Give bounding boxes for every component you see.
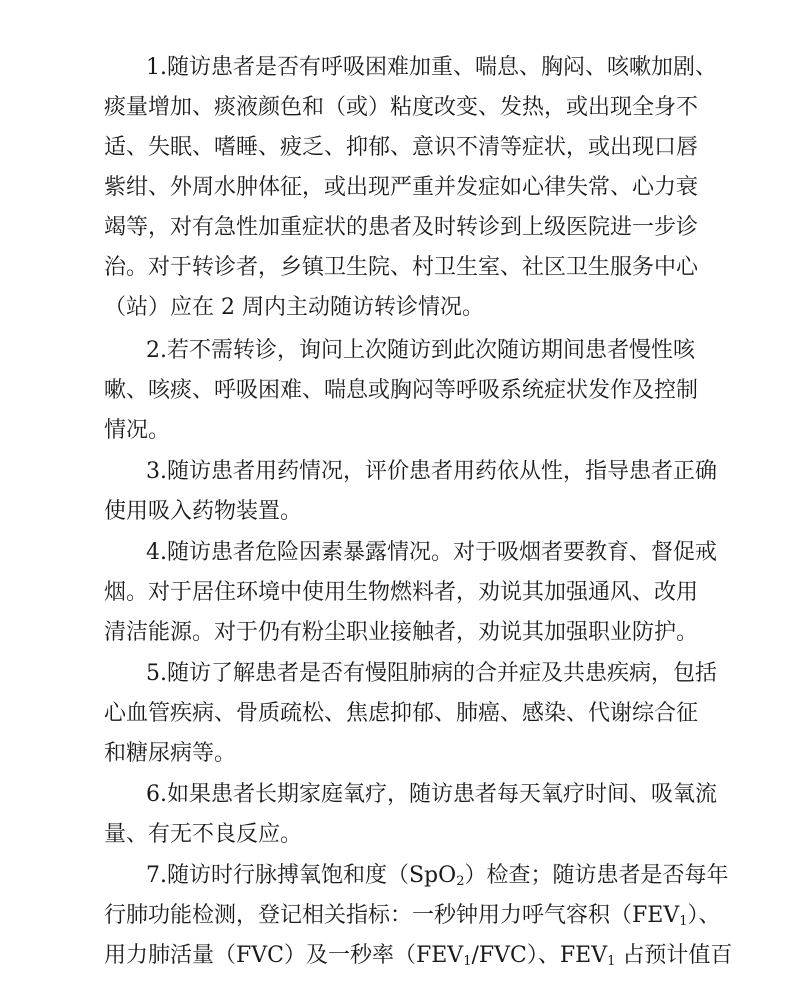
spo2-subscript: 2 [456, 874, 465, 889]
paragraph-7-line-3-text-c: 占预计值百 [615, 943, 733, 968]
paragraph-4-line-1: 4.随访患者危险因素暴露情况。对于吸烟者要教育、督促戒 [146, 540, 717, 565]
paragraph-7-line-2 [104, 896, 721, 936]
paragraph-4-line-3: 清洁能源。对于仍有粉尘职业接触者，劝说其加强职业防护。 [104, 620, 699, 645]
paragraph-1-line-6: 治。对于转诊者，乡镇卫生院、村卫生室、社区卫生服务中心 [104, 255, 699, 280]
paragraph-1-line-1: 1.随访患者是否有呼吸困难加重、喘息、胸闷、咳嗽加剧、 [146, 55, 717, 80]
fev1-subscript: 1 [679, 914, 688, 929]
fev1-ratio-subscript: 1 [463, 954, 472, 969]
paragraph-5-line-3: 和糖尿病等。 [104, 741, 237, 766]
paragraph-1-line-7: （站）应在 2 周内主动随访转诊情况。 [104, 295, 484, 320]
paragraph-2-line-3: 情况。 [104, 418, 171, 443]
paragraph-3-line-2: 使用吸入药物装置。 [104, 499, 303, 524]
paragraph-2-line-1: 2.若不需转诊，询问上次随访到此次随访期间患者慢性咳 [146, 338, 695, 363]
paragraph-7-line-3-text-a: 用力肺活量（FVC）及一秒率（FEV [104, 943, 464, 968]
paragraph-4-line-2: 烟。对于居住环境中使用生物燃料者，劝说其加强通风、改用 [104, 580, 699, 605]
paragraph-6-line-2: 量、有无不良反应。 [104, 822, 303, 847]
paragraph-1-line-4: 紫绀、外周水肿体征，或出现严重并发症如心律失常、心力衰 [104, 175, 699, 200]
paragraph-7-line-3-text-b: /FVC）、FEV [471, 943, 608, 968]
paragraph-6-line-1: 6.如果患者长期家庭氧疗，随访患者每天氧疗时间、吸氧流 [146, 782, 717, 807]
paragraph-5-line-2: 心血管疾病、骨质疏松、焦虑抑郁、肺癌、感染、代谢综合征 [104, 701, 699, 726]
paragraph-1-line-5: 竭等，对有急性加重症状的患者及时转诊到上级医院进一步诊 [104, 215, 699, 240]
paragraph-1-line-3: 适、失眠、嗜睡、疲乏、抑郁、意识不清等症状，或出现口唇 [104, 135, 699, 160]
fev1-predicted-subscript: 1 [607, 954, 616, 969]
paragraph-7-line-3 [104, 936, 733, 976]
paragraph-3-line-1: 3.随访患者用药情况，评价患者用药依从性，指导患者正确 [146, 459, 717, 484]
paragraph-2-line-2: 嗽、咳痰、呼吸困难、喘息或胸闷等呼吸系统症状发作及控制 [104, 378, 699, 403]
paragraph-7-line-2-text-a: 行肺功能检测，登记相关指标：一秒钟用力呼气容积（FEV [104, 903, 680, 928]
paragraph-7-line-1-text-b: ）检查；随访患者是否每年 [464, 863, 729, 888]
paragraph-7-line-1-text-a: 7.随访时行脉搏氧饱和度（SpO [146, 863, 457, 888]
paragraph-7-line-2-text-b: ）、 [687, 903, 721, 928]
paragraph-5-line-1: 5.随访了解患者是否有慢阻肺病的合并症及共患疾病，包括 [146, 661, 717, 686]
paragraph-7-line-1 [146, 856, 729, 896]
paragraph-1-line-2: 痰量增加、痰液颜色和（或）粘度改变、发热，或出现全身不 [104, 95, 699, 120]
